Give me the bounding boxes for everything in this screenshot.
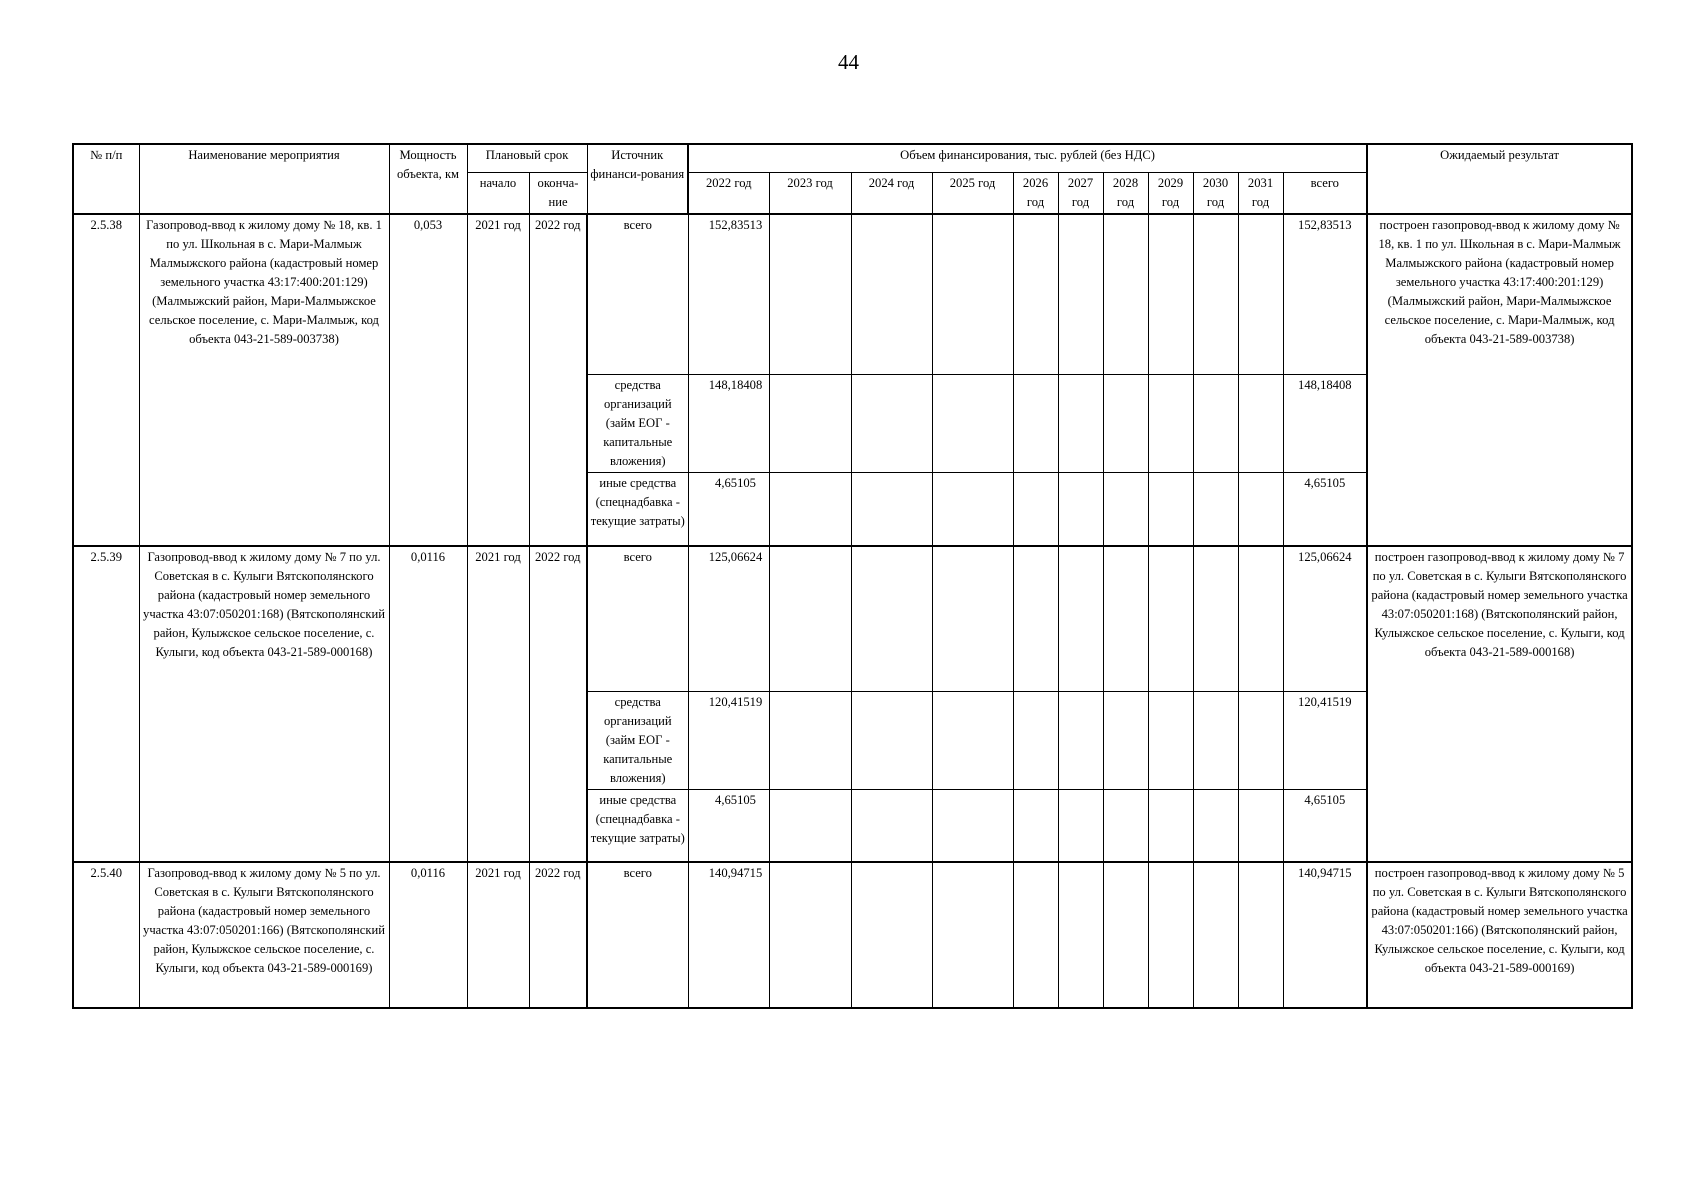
year-value-empty: [851, 790, 932, 862]
year-value-empty: [1058, 692, 1103, 790]
header-year: 2027 год: [1058, 172, 1103, 214]
year-value-empty: [932, 790, 1013, 862]
year-value-empty: [1193, 862, 1238, 1008]
row-name: Газопровод-ввод к жилому дому № 18, кв. 1 по ул. Школьная в с. Мари-Малмыж Малмыжского района (кадастровый номер земельного участка 43:17:400:201:129) (Малмыжский район, Мари-Малмыжское сельское поселение, с. Мари-Малмыж, код объекта 043-21-589-003738): [139, 214, 389, 546]
year-value-empty: [851, 473, 932, 546]
row-name: Газопровод-ввод к жилому дому № 5 по ул. Советская в с. Кулыги Вятскополянского района (кадастровый номер земельного участка 43:07:050201:166) (Вятскополянский район, Кулыжское сельское поселение, с. Кулыги, код объекта 043-21-589-000169): [139, 862, 389, 1008]
total-value: 125,06624: [1283, 546, 1367, 692]
year-value-empty: [1013, 546, 1058, 692]
funding-table: [72, 143, 1633, 1009]
year-value: 4,65105: [688, 473, 769, 546]
year-value-empty: [932, 214, 1013, 375]
row-capacity: 0,0116: [389, 546, 467, 862]
header-num: № п/п: [73, 144, 139, 214]
year-value-empty: [1238, 214, 1283, 375]
year-value-empty: [769, 692, 851, 790]
source-label: всего: [587, 862, 688, 1008]
year-value-empty: [851, 862, 932, 1008]
year-value-empty: [769, 375, 851, 473]
year-value-empty: [1193, 214, 1238, 375]
header-year: 2029 год: [1148, 172, 1193, 214]
row-end: 2022 год: [529, 214, 587, 546]
year-value-empty: [1193, 692, 1238, 790]
header-name: Наименование мероприятия: [139, 144, 389, 214]
header-result: Ожидаемый результат: [1367, 144, 1632, 214]
header-term: Плановый срок: [467, 144, 587, 172]
source-label: иные средства (спецнадбавка - текущие затраты): [587, 790, 688, 862]
total-value: 152,83513: [1283, 214, 1367, 375]
source-label: всего: [587, 214, 688, 375]
row-start: 2021 год: [467, 862, 529, 1008]
year-value-empty: [1103, 214, 1148, 375]
year-value-empty: [1193, 473, 1238, 546]
year-value-empty: [1103, 546, 1148, 692]
header-year: 2031 год: [1238, 172, 1283, 214]
header-year: 2030 год: [1193, 172, 1238, 214]
header-capacity: Мощность объекта, км: [389, 144, 467, 214]
header-year: 2028 год: [1103, 172, 1148, 214]
total-value: 4,65105: [1283, 473, 1367, 546]
year-value-empty: [1103, 473, 1148, 546]
year-value-empty: [851, 692, 932, 790]
header-year: 2023 год: [769, 172, 851, 214]
year-value-empty: [1058, 473, 1103, 546]
year-value-empty: [1058, 375, 1103, 473]
year-value-empty: [851, 375, 932, 473]
year-value-empty: [1193, 375, 1238, 473]
row-result: построен газопровод-ввод к жилому дому № 7 по ул. Советская в с. Кулыги Вятскополянского района (кадастровый номер земельного участка 43:07:050201:168) (Вятскополянский район, Кулыжское сельское поселение, с. Кулыги, код объекта 043-21-589-000168): [1367, 546, 1632, 862]
table-row: [73, 214, 1632, 375]
year-value-empty: [1193, 546, 1238, 692]
year-value: 152,83513: [688, 214, 769, 375]
year-value-empty: [1238, 473, 1283, 546]
year-value-empty: [1148, 375, 1193, 473]
year-value-empty: [1013, 862, 1058, 1008]
year-value-empty: [1103, 692, 1148, 790]
year-value-empty: [1148, 546, 1193, 692]
header-year: 2026 год: [1013, 172, 1058, 214]
year-value-empty: [1148, 214, 1193, 375]
year-value-empty: [1058, 790, 1103, 862]
year-value-empty: [1238, 790, 1283, 862]
source-label: иные средства (спецнадбавка - текущие затраты): [587, 473, 688, 546]
year-value: 125,06624: [688, 546, 769, 692]
table-row: [73, 862, 1632, 1008]
year-value: 148,18408: [688, 375, 769, 473]
year-value-empty: [1103, 862, 1148, 1008]
row-number: 2.5.38: [73, 214, 139, 546]
year-value-empty: [1148, 790, 1193, 862]
year-value-empty: [1148, 692, 1193, 790]
year-value-empty: [1238, 862, 1283, 1008]
year-value-empty: [1058, 862, 1103, 1008]
row-number: 2.5.40: [73, 862, 139, 1008]
year-value: 120,41519: [688, 692, 769, 790]
row-name: Газопровод-ввод к жилому дому № 7 по ул. Советская в с. Кулыги Вятскополянского района (кадастровый номер земельного участка 43:07:050201:168) (Вятскополянский район, Кулыжское сельское поселение, с. Кулыги, код объекта 043-21-589-000168): [139, 546, 389, 862]
year-value-empty: [851, 214, 932, 375]
row-start: 2021 год: [467, 214, 529, 546]
header-term-end: оконча-ние: [529, 172, 587, 214]
row-result: построен газопровод-ввод к жилому дому № 18, кв. 1 по ул. Школьная в с. Мари-Малмыж Малмыжского района (кадастровый номер земельного участка 43:17:400:201:129) (Малмыжский район, Мари-Малмыжское сельское поселение, с. Мари-Малмыж, код объекта 043-21-589-003738): [1367, 214, 1632, 546]
year-value-empty: [932, 862, 1013, 1008]
total-value: 148,18408: [1283, 375, 1367, 473]
page-number: 44: [838, 50, 859, 74]
header-funding: Объем финансирования, тыс. рублей (без НДС): [688, 144, 1367, 172]
year-value-empty: [1058, 546, 1103, 692]
year-value-empty: [932, 375, 1013, 473]
total-value: 120,41519: [1283, 692, 1367, 790]
row-start: 2021 год: [467, 546, 529, 862]
table-body: [73, 214, 1632, 1008]
year-value-empty: [1103, 790, 1148, 862]
source-label: средства организаций (займ ЕОГ - капитальные вложения): [587, 375, 688, 473]
year-value-empty: [1238, 692, 1283, 790]
year-value-empty: [1058, 214, 1103, 375]
header-source: Источник финанси-рования: [587, 144, 688, 214]
year-value-empty: [932, 546, 1013, 692]
year-value: 140,94715: [688, 862, 769, 1008]
year-value: 4,65105: [688, 790, 769, 862]
row-result: построен газопровод-ввод к жилому дому № 5 по ул. Советская в с. Кулыги Вятскополянского района (кадастровый номер земельного участка 43:07:050201:166) (Вятскополянский район, Кулыжское сельское поселение, с. Кулыги, код объекта 043-21-589-000169): [1367, 862, 1632, 1008]
year-value-empty: [1103, 375, 1148, 473]
row-capacity: 0,0116: [389, 862, 467, 1008]
year-value-empty: [1013, 692, 1058, 790]
year-value-empty: [1013, 473, 1058, 546]
year-value-empty: [769, 214, 851, 375]
row-capacity: 0,053: [389, 214, 467, 546]
row-end: 2022 год: [529, 546, 587, 862]
year-value-empty: [1238, 546, 1283, 692]
year-value-empty: [1238, 375, 1283, 473]
table-row: [73, 546, 1632, 692]
year-value-empty: [851, 546, 932, 692]
header-total: всего: [1283, 172, 1367, 214]
year-value-empty: [1148, 473, 1193, 546]
year-value-empty: [1193, 790, 1238, 862]
source-label: средства организаций (займ ЕОГ - капитальные вложения): [587, 692, 688, 790]
header-term-start: начало: [467, 172, 529, 214]
source-label: всего: [587, 546, 688, 692]
year-value-empty: [769, 790, 851, 862]
total-value: 4,65105: [1283, 790, 1367, 862]
header-year: 2022 год: [688, 172, 769, 214]
row-number: 2.5.39: [73, 546, 139, 862]
header-year: 2025 год: [932, 172, 1013, 214]
year-value-empty: [1148, 862, 1193, 1008]
year-value-empty: [1013, 375, 1058, 473]
year-value-empty: [1013, 790, 1058, 862]
year-value-empty: [769, 862, 851, 1008]
row-end: 2022 год: [529, 862, 587, 1008]
year-value-empty: [1013, 214, 1058, 375]
total-value: 140,94715: [1283, 862, 1367, 1008]
year-value-empty: [932, 473, 1013, 546]
year-value-empty: [769, 473, 851, 546]
year-value-empty: [769, 546, 851, 692]
header-year: 2024 год: [851, 172, 932, 214]
year-value-empty: [932, 692, 1013, 790]
